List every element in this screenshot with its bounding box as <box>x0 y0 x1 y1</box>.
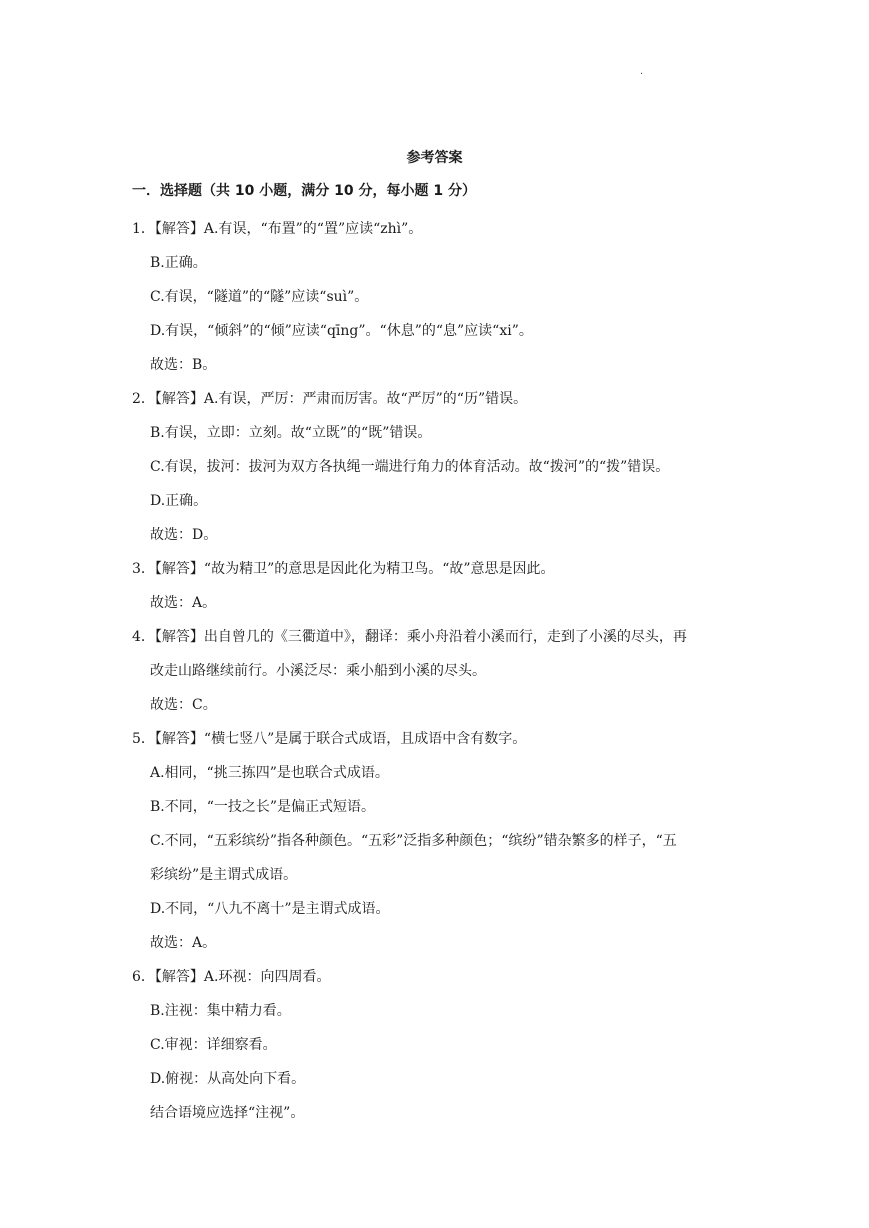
answer-line: D.有误，“倾斜”的“倾”应读“qīng”。“休息”的“息”应读“xi”。 <box>150 323 533 339</box>
answer-line: 彩缤纷”是主谓式成语。 <box>150 867 298 883</box>
answer-line: C.有误，“隧道”的“隧”应读“suì”。 <box>150 289 369 305</box>
answer-line: B.注视：集中精力看。 <box>150 1003 291 1019</box>
answer-item-3 <box>132 552 742 620</box>
answer-line: D.俯视：从高处向下看。 <box>150 1071 306 1087</box>
answer-list <box>132 212 742 1130</box>
answer-line: B.有误，立即：立刻。故“立既”的“既”错误。 <box>150 425 432 441</box>
answer-line: 结合语境应选择“注视”。 <box>150 1105 305 1121</box>
answer-item-5 <box>132 722 742 960</box>
answer-line: 故选：C。 <box>150 697 217 713</box>
answer-line: 故选：A。 <box>150 935 217 951</box>
answer-line: B.不同，“一技之长”是偏正式短语。 <box>150 799 376 815</box>
answer-line: 故选：A。 <box>150 595 217 611</box>
answer-line: 5．【解答】“横七竖八”是属于联合式成语，且成语中含有数字。 <box>132 731 527 747</box>
answer-line: 4．【解答】出自曾几的《三衢道中》，翻译：乘小舟沿着小溪而行，走到了小溪的尽头，再 <box>132 629 687 645</box>
answer-line: C.有误，拔河：拔河为双方各执绳一端进行角力的体育活动。故“拨河”的“拨”错误。 <box>150 459 670 475</box>
answer-line: D.不同，“八九不离十”是主谓式成语。 <box>150 901 390 917</box>
page-mark: . <box>640 66 644 77</box>
answer-line: A.相同，“挑三拣四”是也联合式成语。 <box>150 765 389 781</box>
answer-line: 改走山路继续前行。小溪泛尽：乘小船到小溪的尽头。 <box>150 663 486 679</box>
answer-line: C.不同，“五彩缤纷”指各种颜色。“五彩”泛指多种颜色；“缤纷”错杂繁多的样子，“五 <box>150 833 677 849</box>
answer-line: 1．【解答】A.有误，“布置”的“置”应读“zhì”。 <box>132 221 423 237</box>
page-title: 参考答案 <box>406 150 463 166</box>
answer-line: 故选：B。 <box>150 357 217 373</box>
answer-item-6 <box>132 960 742 1130</box>
answer-line: 3．【解答】“故为精卫”的意思是因此化为精卫鸟。“故”意思是因此。 <box>132 561 555 577</box>
answer-line: 2．【解答】A.有误，严厉：严肃而厉害。故“严厉”的“历”错误。 <box>132 391 528 407</box>
answer-item-4 <box>132 620 742 722</box>
answer-item-1 <box>132 212 742 382</box>
answer-item-2 <box>132 382 742 552</box>
answer-line: D.正确。 <box>150 493 208 509</box>
answer-line: C.审视：详细察看。 <box>150 1037 277 1053</box>
answer-line: 故选：D。 <box>150 527 218 543</box>
section-heading: 一．选择题（共 10 小题，满分 10 分，每小题 1 分） <box>132 183 476 199</box>
answer-line: B.正确。 <box>150 255 207 271</box>
answer-line: 6．【解答】A.环视：向四周看。 <box>132 969 331 985</box>
